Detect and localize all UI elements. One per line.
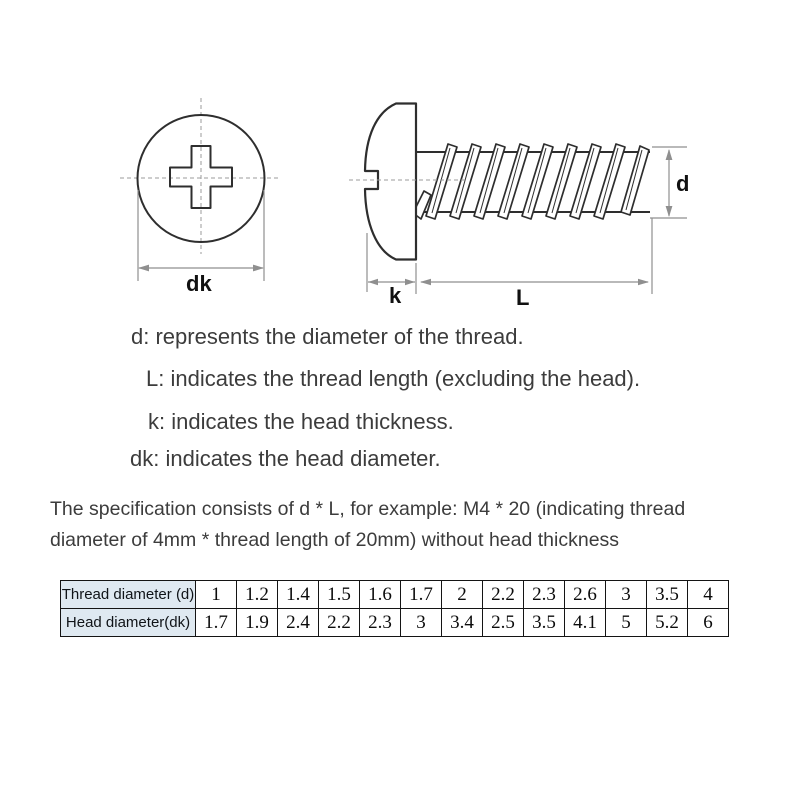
table-cell: 1.7 [196,609,237,637]
definition-dk: dk: indicates the head diameter. [130,446,441,471]
table-cell: 2.2 [319,609,360,637]
dimension-L [420,218,652,310]
table-cell: 1.6 [360,581,401,609]
table-cell: 2.3 [524,581,565,609]
table-cell: 3.5 [524,609,565,637]
table-cell: 3 [401,609,442,637]
table-cell: 3.5 [647,581,688,609]
screw-head-front-view [120,98,280,296]
row-header-thread-diameter: Thread diameter (d) [61,581,196,609]
screw-side-view [349,104,689,311]
table-cell: 5 [606,609,647,637]
table-cell: 1.9 [237,609,278,637]
thread-diameter-row [61,581,729,609]
table-cell: 2.6 [565,581,606,609]
table-cell: 4.1 [565,609,606,637]
table-cell: 2.5 [483,609,524,637]
spec-paragraph-line1: The specification consists of d * L, for example: M4 * 20 (indicating thread [50,498,686,520]
table-cell: 1.7 [401,581,442,609]
table-cell: 2.2 [483,581,524,609]
table-cell: 3.4 [442,609,483,637]
dimension-d [650,147,689,218]
head-diameter-row [61,609,729,637]
table-cell: 1.4 [278,581,319,609]
definition-L: L: indicates the thread length (excluding the head). [146,366,641,391]
spec-paragraph [50,494,685,556]
table-cell: 2.3 [360,609,401,637]
head-side-profile [365,104,416,260]
table-cell: 1.5 [319,581,360,609]
k-label: k [389,283,402,308]
L-label: L [516,285,530,310]
table-cell: 1 [196,581,237,609]
d-label: d [676,171,690,196]
definition-d: d: represents the diameter of the thread. [131,324,524,349]
table-cell: 4 [688,581,729,609]
table-cell: 3 [606,581,647,609]
table-cell: 5.2 [647,609,688,637]
table-cell: 6 [688,609,729,637]
dk-label: dk [186,271,212,296]
table-cell: 1.2 [237,581,278,609]
row-header-head-diameter: Head diameter(dk) [61,609,196,637]
table-cell: 2 [442,581,483,609]
thread-blades [426,144,649,219]
definition-k: k: indicates the head thickness. [148,409,454,434]
size-table [60,580,729,637]
table-cell: 2.4 [278,609,319,637]
spec-paragraph-line2: diameter of 4mm * thread length of 20mm) without head thickness [50,529,620,551]
screw-technical-drawing [0,0,800,320]
